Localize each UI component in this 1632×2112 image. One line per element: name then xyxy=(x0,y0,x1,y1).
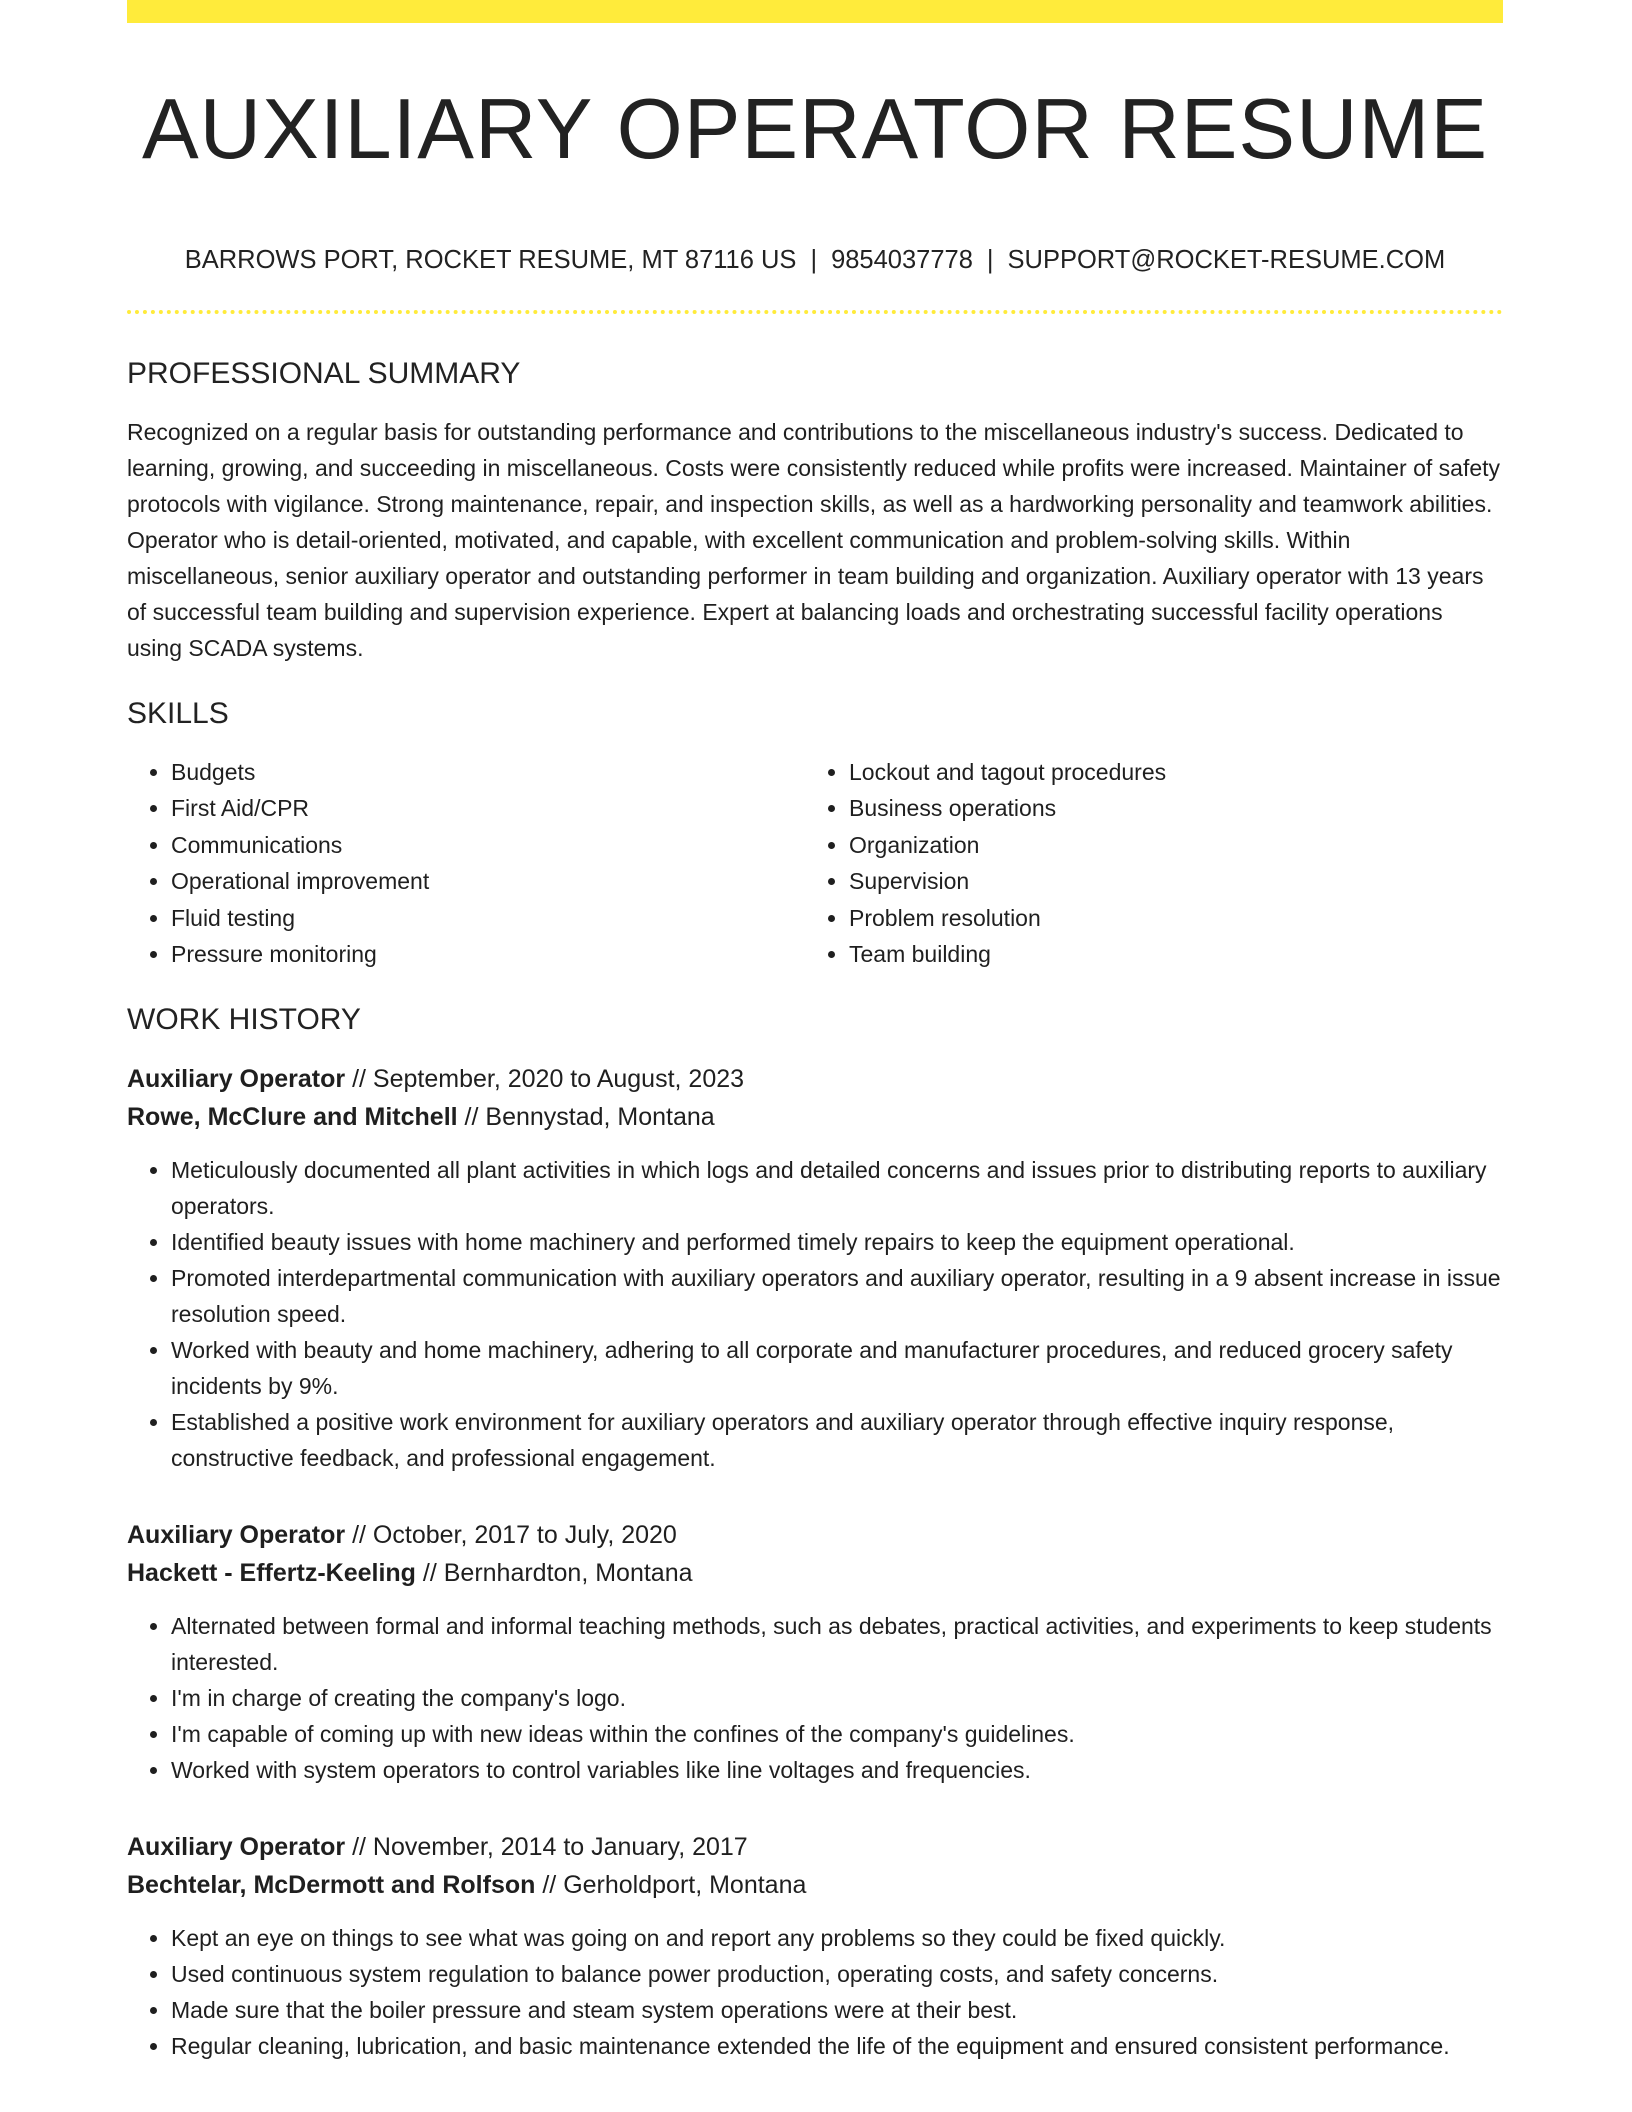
dotted-divider xyxy=(127,310,1503,314)
job-location: // Bernhardton, Montana xyxy=(415,1559,693,1588)
job-bullet: • I'm capable of coming up with new ideas within the confines of the company's guidelines. xyxy=(171,1716,1503,1752)
job-bullet: • Kept an eye on things to see what was going on and report any problems so they could be fixed quickly. xyxy=(171,1920,1503,1956)
skills-list xyxy=(127,754,1503,972)
job-bullet: • Identified beauty issues with home machinery and performed timely repairs to keep the equipment operational. xyxy=(171,1224,1503,1260)
contact-phone: 9854037778 xyxy=(831,246,973,274)
skill-item: • First Aid/CPR xyxy=(171,790,805,826)
job-title-line xyxy=(127,1060,1503,1098)
job-company-line xyxy=(127,1866,1503,1904)
skill-item: • Budgets xyxy=(171,754,805,790)
job-bullet: • Regular cleaning, lubrication, and basic maintenance extended the life of the equipment and ensured consistent performance. xyxy=(171,2028,1503,2064)
job-location: // Bennystad, Montana xyxy=(457,1103,715,1132)
skills-column-right xyxy=(805,754,1483,972)
contact-email: SUPPORT@ROCKET-RESUME.COM xyxy=(1007,246,1446,274)
summary-heading: PROFESSIONAL SUMMARY xyxy=(127,357,521,390)
skill-item: • Organization xyxy=(849,827,1483,863)
skill-item: • Pressure monitoring xyxy=(171,936,805,972)
job-bullet: • Used continuous system regulation to balance power production, operating costs, and safety concerns. xyxy=(171,1956,1503,1992)
skill-item: • Team building xyxy=(849,936,1483,972)
work-history-heading: WORK HISTORY xyxy=(127,1003,361,1037)
skills-column-left xyxy=(127,754,805,972)
skill-item: • Problem resolution xyxy=(849,900,1483,936)
job-dates: // November, 2014 to January, 2017 xyxy=(345,1833,748,1862)
job-bullet: • Alternated between formal and informal teaching methods, such as debates, practical activities, and experiments to keep students interested. xyxy=(171,1608,1503,1680)
job-bullet: • Meticulously documented all plant activities in which logs and detailed concerns and issues prior to distributing reports to auxiliary operators. xyxy=(171,1152,1503,1224)
skill-item: • Communications xyxy=(171,827,805,863)
job-bullet: • Made sure that the boiler pressure and steam system operations were at their best. xyxy=(171,1992,1503,2028)
skill-item: • Operational improvement xyxy=(171,863,805,899)
job-title: Auxiliary Operator xyxy=(127,1833,346,1862)
job-title: Auxiliary Operator xyxy=(127,1521,346,1550)
resume-content xyxy=(127,0,1503,2064)
job-bullet: • Established a positive work environment for auxiliary operators and auxiliary operator through effective inquiry response, constructive feedback, and professional engagement. xyxy=(171,1404,1503,1476)
job-location: // Gerholdport, Montana xyxy=(535,1871,807,1900)
job-bullets xyxy=(127,1920,1503,2064)
job-company: Bechtelar, McDermott and Rolfson xyxy=(127,1871,536,1900)
job-title: Auxiliary Operator xyxy=(127,1065,346,1094)
job-bullets xyxy=(127,1152,1503,1476)
summary-text: Recognized on a regular basis for outstanding performance and contributions to the miscellaneous industry's success. Dedicated to learning, growing, and succeeding in miscellaneous. Costs were consistently reduced while profits were increased. Maintainer of safety protocols with vigilance. Strong maintenance, repair, and inspection skills, as well as a hardworking personality and teamwork abilities. Operator who is detail-oriented, motivated, and capable, with excellent communication and problem-solving skills. Within miscellaneous, senior auxiliary operator and outstanding performer in team building and organization. Auxiliary operator with 13 years of successful team building and supervision experience. Expert at balancing loads and orchestrating successful facility operations using SCADA systems. xyxy=(127,419,1501,661)
job-bullet: • Worked with system operators to control variables like line voltages and frequencies. xyxy=(171,1752,1503,1788)
job-entry xyxy=(127,1516,1503,1788)
skills-heading: SKILLS xyxy=(127,697,229,730)
job-bullet: • Promoted interdepartmental communication with auxiliary operators and auxiliary operator, resulting in a 9 absent increase in issue resolution speed. xyxy=(171,1260,1503,1332)
job-company: Rowe, McClure and Mitchell xyxy=(127,1103,458,1132)
job-entry xyxy=(127,1060,1503,1476)
contact-address: BARROWS PORT, ROCKET RESUME, MT 87116 US xyxy=(184,246,797,274)
job-bullets xyxy=(127,1608,1503,1788)
skill-item: • Business operations xyxy=(849,790,1483,826)
contact-line xyxy=(127,244,1503,276)
skill-item: • Supervision xyxy=(849,863,1483,899)
contact-separator: | xyxy=(986,246,994,274)
contact-separator: | xyxy=(810,246,818,274)
job-entry xyxy=(127,1828,1503,2064)
skill-item: • Fluid testing xyxy=(171,900,805,936)
job-company-line xyxy=(127,1098,1503,1136)
job-company: Hackett - Effertz-Keeling xyxy=(127,1559,416,1588)
job-bullet: • I'm in charge of creating the company's logo. xyxy=(171,1680,1503,1716)
resume-title: AUXILIARY OPERATOR RESUME xyxy=(141,82,1489,177)
job-company-line xyxy=(127,1554,1503,1592)
job-title-line xyxy=(127,1828,1503,1866)
job-bullet: • Worked with beauty and home machinery, adhering to all corporate and manufacturer procedures, and reduced grocery safety incidents by 9%. xyxy=(171,1332,1503,1404)
job-title-line xyxy=(127,1516,1503,1554)
skill-item: • Lockout and tagout procedures xyxy=(849,754,1483,790)
job-dates: // October, 2017 to July, 2020 xyxy=(345,1521,677,1550)
job-dates: // September, 2020 to August, 2023 xyxy=(345,1065,745,1094)
